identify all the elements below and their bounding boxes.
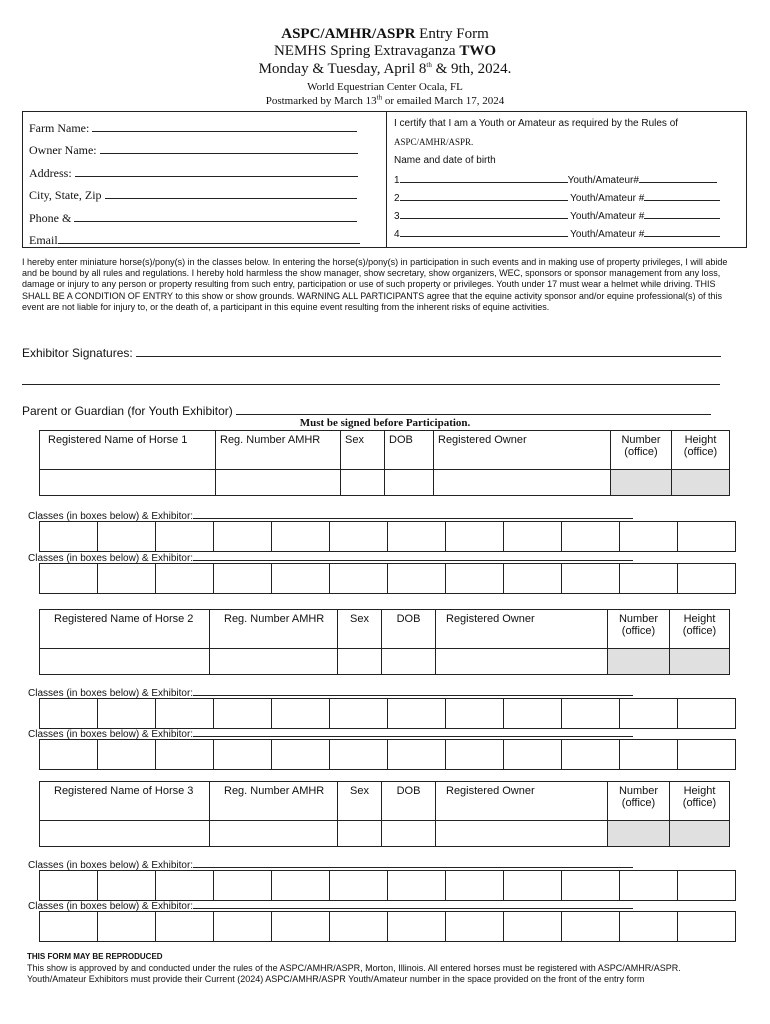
class-box[interactable]: [388, 699, 446, 729]
class-box[interactable]: [40, 740, 98, 770]
classes-label: Classes (in boxes below) & Exhibitor:: [28, 686, 633, 699]
farm-name-field[interactable]: Farm Name:: [29, 120, 357, 136]
height-office-cell: [670, 649, 730, 675]
class-box[interactable]: [98, 871, 156, 901]
class-box[interactable]: [156, 871, 214, 901]
class-box[interactable]: [504, 740, 562, 770]
height-office-cell: [672, 470, 730, 496]
class-box[interactable]: [214, 740, 272, 770]
class-box[interactable]: [330, 871, 388, 901]
owner-input[interactable]: [436, 649, 608, 675]
class-box[interactable]: [214, 871, 272, 901]
sex-input[interactable]: [338, 821, 382, 847]
class-box[interactable]: [156, 912, 214, 942]
class-box[interactable]: [678, 871, 736, 901]
class-box[interactable]: [214, 912, 272, 942]
class-box[interactable]: [504, 699, 562, 729]
dob-input[interactable]: [382, 821, 436, 847]
class-box[interactable]: [214, 699, 272, 729]
class-box[interactable]: [620, 740, 678, 770]
reg-number-header: Reg. Number AMHR: [210, 610, 338, 649]
class-box[interactable]: [678, 522, 736, 552]
parent-signature-field[interactable]: Parent or Guardian (for Youth Exhibitor): [22, 402, 711, 418]
horse-name-input[interactable]: [40, 470, 216, 496]
horse-name-input[interactable]: [40, 821, 210, 847]
classes-row: [39, 563, 736, 594]
class-box[interactable]: [98, 912, 156, 942]
contact-box: [22, 111, 747, 248]
owner-input[interactable]: [434, 470, 611, 496]
sex-input[interactable]: [341, 470, 385, 496]
number-office-cell: [611, 470, 672, 496]
reg-number-input[interactable]: [216, 470, 341, 496]
number-office-header: Number (office): [611, 431, 672, 470]
class-box[interactable]: [330, 912, 388, 942]
classes-label: Classes (in boxes below) & Exhibitor:: [28, 551, 633, 564]
class-box[interactable]: [98, 740, 156, 770]
waiver-text: I hereby enter miniature horse(s)/pony(s) in the classes below. In entering the horse(s)/pony(s) in participation in such events and in making use of property privileges, I will abide and be bound by all rules and regulations. I hereby hold harmless the show manager, show secretary, show organizers, WEC, sponsors or sponsor management from any loss, damage or injury to any person or property resulting from such entry, participation or use of such property or privileges. Youth under 17 must wear a helmet while driving. THIS SHALL BE A CONDITION OF ENTRY to this show or show grounds. WARNING ALL PARTICIPANTS agree that the equine activity sponsor and/or equine professional(s) of this event are not liable for injury to, or the death of, a participant in this equine event resulting from the inherent risks of equine activities.: [22, 257, 728, 312]
number-office-cell: [608, 821, 670, 847]
classes-label: Classes (in boxes below) & Exhibitor:: [28, 858, 633, 871]
entry-deadline: Postmarked by March 13th or emailed March 17, 2024: [265, 93, 505, 107]
reg-number-input[interactable]: [210, 649, 338, 675]
class-box[interactable]: [504, 912, 562, 942]
owner-header: Registered Owner: [436, 610, 608, 649]
footer-title: THIS FORM MAY BE REPRODUCED: [27, 952, 163, 961]
class-box[interactable]: [562, 699, 620, 729]
class-box[interactable]: [40, 564, 98, 594]
dob-header: DOB: [382, 610, 436, 649]
classes-row: [39, 698, 736, 729]
owner-header: Registered Owner: [434, 431, 611, 470]
owner-header: Registered Owner: [436, 782, 608, 821]
class-box[interactable]: [272, 871, 330, 901]
class-box[interactable]: [620, 912, 678, 942]
classes-label: Classes (in boxes below) & Exhibitor:: [28, 509, 633, 522]
class-box[interactable]: [678, 564, 736, 594]
class-box[interactable]: [272, 522, 330, 552]
reg-number-header: Reg. Number AMHR: [210, 782, 338, 821]
city-state-zip-field[interactable]: City, State, Zip: [29, 187, 357, 203]
form-title: ASPC/AMHR/ASPR Entry Form: [281, 26, 489, 42]
owner-input[interactable]: [436, 821, 608, 847]
class-box[interactable]: [504, 522, 562, 552]
class-box[interactable]: [620, 522, 678, 552]
class-box[interactable]: [388, 740, 446, 770]
class-box[interactable]: [272, 699, 330, 729]
event-name: NEMHS Spring Extravaganza TWO: [273, 43, 497, 59]
class-box[interactable]: [678, 699, 736, 729]
class-box[interactable]: [156, 522, 214, 552]
signature-line-2[interactable]: [22, 384, 720, 385]
class-box[interactable]: [40, 522, 98, 552]
class-box[interactable]: [446, 564, 504, 594]
youth-entry-1[interactable]: 1 Youth/Amateur#: [394, 173, 717, 186]
classes-label: Classes (in boxes below) & Exhibitor:: [28, 899, 633, 912]
certify-text: I certify that I am a Youth or Amateur as required by the Rules of: [394, 118, 679, 129]
event-location: World Equestrian Center Ocala, FL: [307, 81, 463, 93]
certify-org: ASPC/AMHR/ASPR.: [394, 137, 474, 147]
class-box[interactable]: [388, 522, 446, 552]
horse-2-table: [39, 609, 730, 675]
class-box[interactable]: [446, 871, 504, 901]
classes-label: Classes (in boxes below) & Exhibitor:: [28, 727, 633, 740]
class-box[interactable]: [620, 871, 678, 901]
sex-header: Sex: [338, 782, 382, 821]
class-box[interactable]: [98, 522, 156, 552]
phone-field[interactable]: Phone &: [29, 210, 357, 226]
class-box[interactable]: [620, 699, 678, 729]
certify-name-dob: Name and date of birth: [394, 155, 496, 166]
horse-name-header: Registered Name of Horse 1: [40, 431, 216, 470]
class-box[interactable]: [678, 740, 736, 770]
class-box[interactable]: [562, 522, 620, 552]
class-box[interactable]: [562, 912, 620, 942]
number-office-header: Number (office): [608, 610, 670, 649]
class-box[interactable]: [562, 564, 620, 594]
class-box[interactable]: [40, 871, 98, 901]
class-box[interactable]: [446, 740, 504, 770]
class-box[interactable]: [504, 871, 562, 901]
height-office-header: Height (office): [670, 610, 730, 649]
youth-entry-3[interactable]: 3 Youth/Amateur #: [394, 209, 720, 222]
must-sign-note: Must be signed before Participation.: [299, 417, 471, 429]
classes-row: [39, 739, 736, 770]
class-box[interactable]: [446, 912, 504, 942]
horse-name-header: Registered Name of Horse 2: [40, 610, 210, 649]
number-office-cell: [608, 649, 670, 675]
class-box[interactable]: [330, 699, 388, 729]
class-box[interactable]: [446, 522, 504, 552]
class-box[interactable]: [562, 871, 620, 901]
horse-name-input[interactable]: [40, 649, 210, 675]
class-box[interactable]: [40, 699, 98, 729]
address-field[interactable]: Address:: [29, 165, 358, 181]
class-box[interactable]: [214, 564, 272, 594]
class-box[interactable]: [678, 912, 736, 942]
height-office-header: Height (office): [672, 431, 730, 470]
horse-name-header: Registered Name of Horse 3: [40, 782, 210, 821]
reg-number-input[interactable]: [210, 821, 338, 847]
number-office-header: Number (office): [608, 782, 670, 821]
box-divider: [386, 112, 387, 247]
class-box[interactable]: [388, 912, 446, 942]
reg-number-header: Reg. Number AMHR: [216, 431, 341, 470]
owner-name-field[interactable]: Owner Name:: [29, 142, 358, 158]
event-dates: Monday & Tuesday, April 8th & 9th, 2024.: [258, 61, 512, 77]
class-box[interactable]: [620, 564, 678, 594]
class-box[interactable]: [504, 564, 562, 594]
class-box[interactable]: [562, 740, 620, 770]
horse-1-table: [39, 430, 730, 496]
class-box[interactable]: [446, 699, 504, 729]
class-box[interactable]: [330, 564, 388, 594]
height-office-header: Height (office): [670, 782, 730, 821]
exhibitor-signature-field[interactable]: Exhibitor Signatures:: [22, 344, 721, 360]
class-box[interactable]: [330, 522, 388, 552]
dob-input[interactable]: [382, 649, 436, 675]
classes-row: [39, 911, 736, 942]
class-box[interactable]: [156, 699, 214, 729]
dob-header: DOB: [382, 782, 436, 821]
classes-row: [39, 521, 736, 552]
class-box[interactable]: [214, 522, 272, 552]
class-box[interactable]: [40, 912, 98, 942]
class-box[interactable]: [272, 740, 330, 770]
class-box[interactable]: [156, 564, 214, 594]
classes-row: [39, 870, 736, 901]
class-box[interactable]: [272, 564, 330, 594]
class-box[interactable]: [330, 740, 388, 770]
class-box[interactable]: [98, 564, 156, 594]
class-box[interactable]: [388, 564, 446, 594]
class-box[interactable]: [156, 740, 214, 770]
youth-entry-2[interactable]: 2 Youth/Amateur #: [394, 191, 720, 204]
class-box[interactable]: [272, 912, 330, 942]
sex-header: Sex: [338, 610, 382, 649]
youth-entry-4[interactable]: 4 Youth/Amateur #: [394, 227, 720, 240]
dob-header: DOB: [385, 431, 434, 470]
class-box[interactable]: [98, 699, 156, 729]
dob-input[interactable]: [385, 470, 434, 496]
sex-input[interactable]: [338, 649, 382, 675]
height-office-cell: [670, 821, 730, 847]
footer: [27, 951, 737, 986]
email-field[interactable]: Email: [29, 232, 360, 248]
sex-header: Sex: [341, 431, 385, 470]
footer-text: This show is approved by and conducted under the rules of the ASPC/AMHR/ASPR, Morton, Illinois. All entered horses must be registered with ASPC/AMHR/ASPR. Youth/Amateur Exhibitors must provide their Current (2024) ASPC/AMHR/ASPR Youth/Amateur number in the space provided on the front of the entry form: [27, 962, 681, 984]
horse-3-table: [39, 781, 730, 847]
class-box[interactable]: [388, 871, 446, 901]
